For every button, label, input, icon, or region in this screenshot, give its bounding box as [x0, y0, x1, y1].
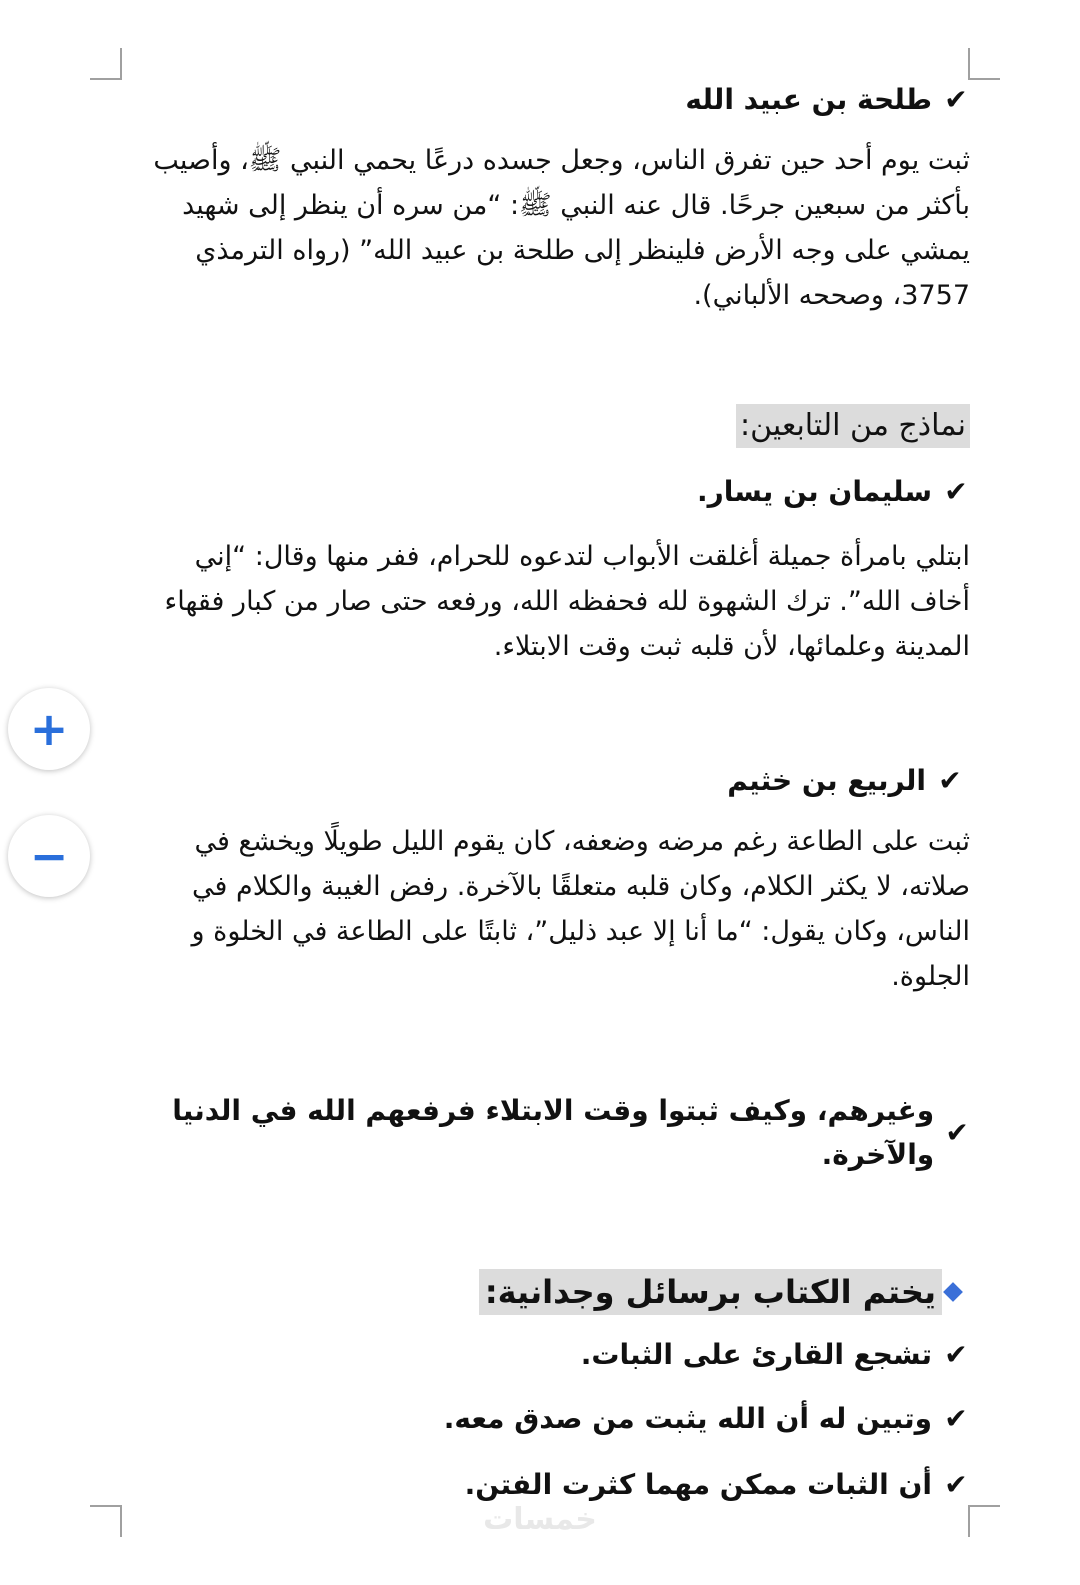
bullet-sulayman — [120, 470, 970, 514]
heading-tabieen-wrap — [120, 404, 970, 448]
list-item — [120, 1333, 970, 1377]
list-item-text: وتبين له أن الله يثبت من صدق معه. — [443, 1402, 932, 1435]
zoom-in-button[interactable] — [8, 688, 90, 770]
bullet-talha — [120, 78, 970, 122]
page-corner-top-right — [968, 48, 1000, 80]
check-icon: ✔ — [944, 475, 968, 508]
minus-icon: − — [29, 829, 69, 883]
zoom-out-button[interactable] — [8, 815, 90, 897]
bullet-text: وغيرهم، وكيف ثبتوا وقت الابتلاء فرفعهم الله في الدنيا والآخرة. — [172, 1094, 935, 1171]
bullet-others — [120, 1089, 970, 1177]
watermark-logo: خمسات — [483, 1502, 597, 1537]
check-icon: ✔ — [944, 1402, 968, 1435]
bullet-text: طلحة بن عبيد الله — [685, 83, 932, 116]
diamond-bullet-icon — [943, 1282, 963, 1302]
check-icon: ✔ — [944, 1338, 968, 1371]
bullet-rabi — [120, 759, 964, 803]
paragraph-sulayman: ابتلي بامرأة جميلة أغلقت الأبواب لتدعوه للحرام، ففر منها وقال: “إني أخاف الله”. ترك الشهوة لله فحفظه الله، ورفعه حتى صار من كبار فقهاء المدينة وعلمائها، لأن قلبه ثبت وقت الابتلاء. — [164, 541, 970, 662]
paragraph-rabi: ثبت على الطاعة رغم مرضه وضعفه، كان يقوم الليل طويلًا ويخشع في صلاته، لا يكثر الكلام، وكان قلبه متعلقًا بالآخرة. رفض الغيبة والكلام في الناس، وكان يقول: “ما أنا إلا عبد ذليل”، ثابتًا على الطاعة في الخلوة و الجلوة. — [191, 826, 970, 992]
page-corner-bottom-right — [968, 1505, 1000, 1537]
plus-icon: + — [29, 702, 69, 756]
page-corner-top-left — [90, 48, 122, 80]
page-corner-bottom-left — [90, 1505, 122, 1537]
check-icon: ✔ — [938, 764, 962, 797]
check-icon: ✔ — [944, 83, 968, 116]
section-heading-tabieen: نماذج من التابعين: — [736, 404, 970, 448]
document-page — [120, 70, 970, 1507]
list-item-text: أن الثبات ممكن مهما كثرت الفتن. — [464, 1468, 932, 1501]
list-item — [120, 1397, 970, 1441]
list-item-text: تشجع القارئ على الثبات. — [580, 1338, 932, 1371]
heading-closing-wrap — [120, 1269, 970, 1315]
list-item — [120, 1463, 970, 1507]
bullet-text: سليمان بن يسار. — [696, 475, 932, 508]
paragraph-talha: ثبت يوم أحد حين تفرق الناس، وجعل جسده درعًا يحمي النبي ﷺ، وأصيب بأكثر من سبعين جرحًا. قال عنه النبي ﷺ: “من سره أن ينظر إلى شهيد يمشي على وجه الأرض فلينظر إلى طلحة بن عبيد الله” (رواه الترمذي 3757، وصححه الألباني). — [153, 145, 970, 311]
bullet-text: الربيع بن خثيم — [727, 764, 926, 797]
check-icon: ✔ — [945, 1116, 969, 1149]
check-icon: ✔ — [944, 1468, 968, 1501]
section-heading-closing: يختم الكتاب برسائل وجدانية: — [479, 1269, 942, 1315]
